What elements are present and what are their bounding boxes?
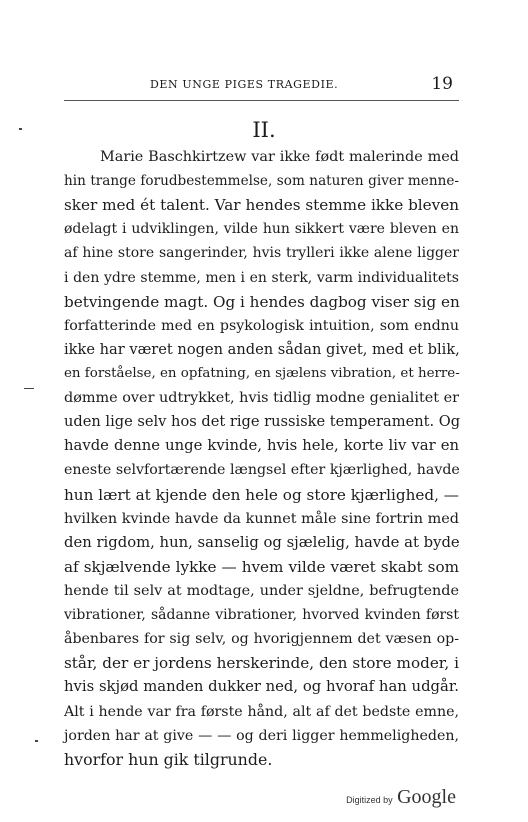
text-line: i den ydre stemme, men i en sterk, varm individualitets bbox=[64, 269, 459, 286]
google-logo: Google bbox=[397, 786, 456, 808]
text-line: åbenbares for sig selv, og hvorigjennem det væsen op- bbox=[64, 631, 459, 648]
text-line: uden lige selv hos det rige russiske temperament. Og bbox=[64, 413, 461, 431]
text-line: den rigdom, hun, sanselig og sjælelig, havde at byde bbox=[64, 533, 460, 551]
page-number: 19 bbox=[431, 74, 453, 94]
text-line: ødelagt i udviklingen, vilde hun sikkert være bleven en bbox=[64, 221, 459, 238]
text-line: hvorfor hun gik tilgrunde. bbox=[64, 749, 273, 769]
margin-speck bbox=[35, 740, 38, 742]
text-line: Alt i hende var fra første hånd, alt af det bedste emne, bbox=[64, 703, 459, 720]
text-line: forfatterinde med en psykologisk intuition, som endnu bbox=[64, 317, 459, 334]
text-line: jorden har at give — — og deri ligger hemmeligheden, bbox=[64, 727, 459, 744]
text-line: eneste selvfortærende længsel efter kjærlighed, havde bbox=[64, 462, 460, 479]
chapter-heading: II. bbox=[252, 118, 276, 142]
text-line: havde denne unge kvinde, hvis hele, korte liv var en bbox=[64, 437, 459, 455]
text-line: en forståelse, en opfatning, en sjælens vibration, et herre- bbox=[64, 365, 460, 381]
running-title: DEN UNGE PIGES TRAGEDIE. bbox=[150, 78, 339, 91]
running-header bbox=[64, 76, 459, 101]
text-line: vibrationer, sådanne vibrationer, hvorved kvinden først bbox=[64, 607, 459, 624]
body-paragraph bbox=[64, 145, 459, 772]
text-line: dømme over udtrykket, hvis tidlig modne genialitet er bbox=[64, 390, 460, 407]
text-line: hende til selv at modtage, under sjeldne, befrugtende bbox=[64, 582, 459, 599]
text-line: af skjælvende lykke — hvem vilde været skabt som bbox=[64, 557, 459, 576]
text-line: står, der er jordens herskerinde, den store moder, i bbox=[64, 654, 459, 673]
margin-speck bbox=[19, 128, 22, 130]
digitized-by-label: Digitized by bbox=[346, 795, 393, 805]
text-line: ikke har været nogen anden sådan givet, med et blik, bbox=[64, 340, 460, 358]
margin-speck bbox=[24, 388, 34, 389]
text-line: hun lært at kjende den hele og store kjærlighed, — bbox=[64, 485, 459, 504]
text-line: betvingende magt. Og i hendes dagbog viser sig en bbox=[64, 292, 460, 311]
text-line: hvis skjød manden dukker ned, og hvoraf han udgår. bbox=[64, 678, 459, 696]
text-line: hin trange forudbestemmelse, som naturen giver menne- bbox=[64, 173, 459, 190]
text-line: Marie Baschkirtzew var ikke født malerinde med bbox=[100, 149, 459, 165]
text-line: af hine store sangerinder, hvis trylleri ikke alene ligger bbox=[64, 245, 459, 262]
text-line: sker med ét talent. Var hendes stemme ikke bleven bbox=[64, 196, 459, 215]
digitized-watermark bbox=[346, 786, 456, 809]
text-line: hvilken kvinde havde da kunnet måle sine fortrin med bbox=[64, 510, 459, 527]
